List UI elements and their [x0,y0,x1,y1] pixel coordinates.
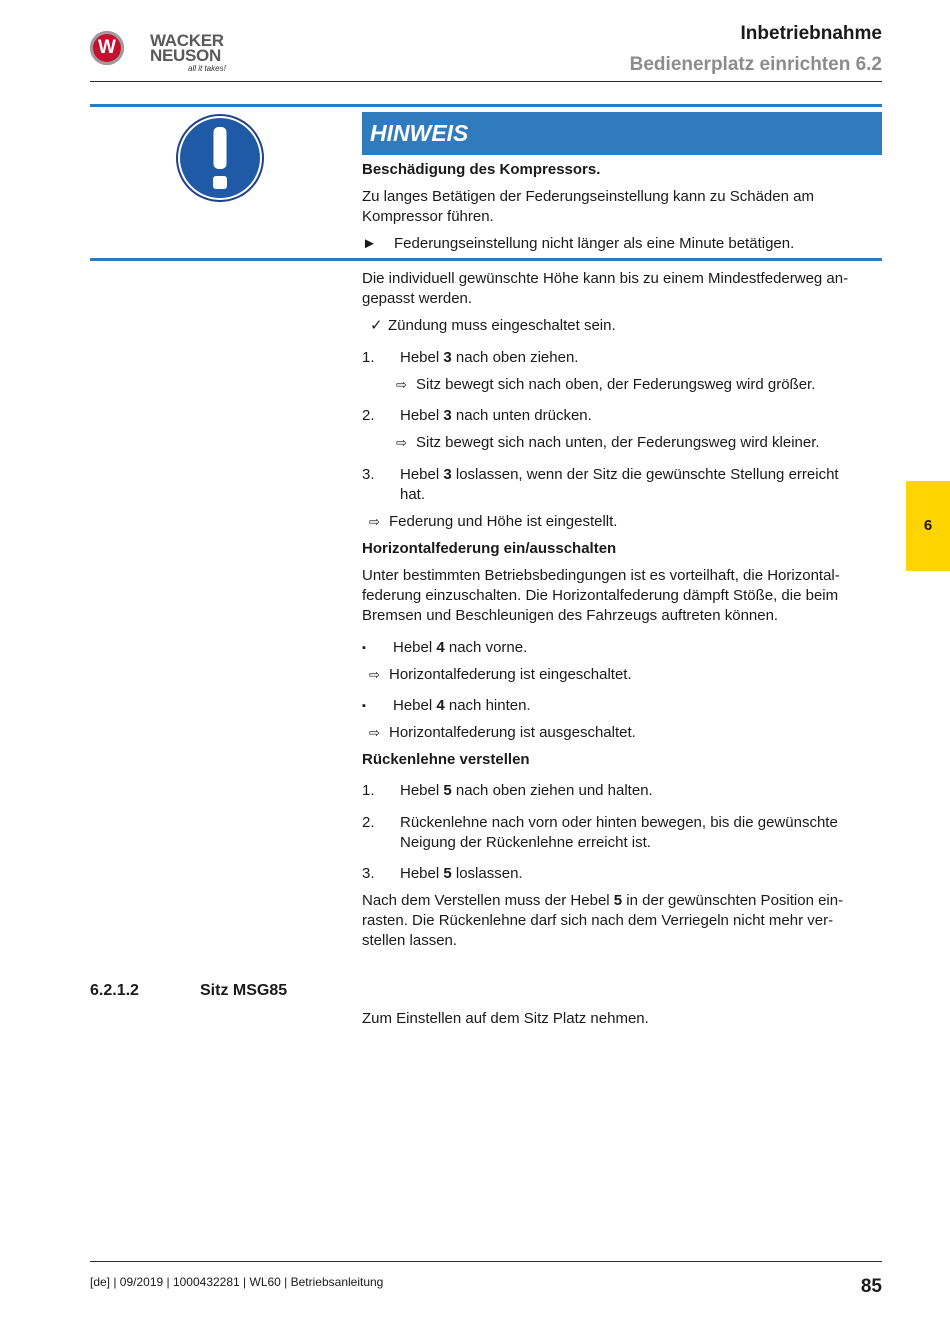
brand-tagline: all it takes! [188,64,226,73]
result-arrow-icon: ⇨ [396,377,407,392]
chapter-title: Inbetriebnahme [740,23,882,44]
action-arrow-icon: ► [362,235,377,252]
footer-info: [de] | 09/2019 | 1000432281 | WL60 | Betriebsanleitung [90,1275,384,1289]
section-number: 6.2.1.2 [90,982,139,999]
step-number: 1. [362,782,375,799]
step-number: 1. [362,349,375,366]
horizontal-text-line-2: federung einzuschalten. Die Horizontalfederung dämpft Stöße, die beim [362,587,839,604]
step-text: Hebel 5 loslassen. [400,865,523,882]
step-text: Hebel 5 nach oben ziehen und halten. [400,782,653,799]
subheading-backrest: Rückenlehne verstellen [362,751,530,768]
checkmark-icon: ✓ [370,317,383,334]
wacker-neuson-logo-icon: W [90,31,124,65]
notice-text-line-1: Zu langes Betätigen der Federungseinstellung kann zu Schäden am [362,188,814,205]
bullet-icon: ▪ [362,700,366,712]
horizontal-text-line-1: Unter bestimmten Betriebsbedingungen ist es vorteilhaft, die Horizontal- [362,567,840,584]
notice-top-rule [90,104,882,107]
after-text-line-1: Nach dem Verstellen muss der Hebel 5 in der gewünschten Position ein- [362,892,844,909]
subheading-horizontal: Horizontalfederung ein/ausschalten [362,540,617,557]
step-result: Sitz bewegt sich nach oben, der Federungsweg wird größer. [416,376,816,393]
notice-action: Federungseinstellung nicht länger als eine Minute betätigen. [394,235,795,252]
step-number: 2. [362,407,375,424]
final-result: Federung und Höhe ist eingestellt. [389,513,618,530]
page-number: 85 [860,1276,882,1297]
step-number: 3. [362,865,375,882]
bullet-result: Horizontalfederung ist ausgeschaltet. [389,724,636,741]
exclamation-mandatory-icon [175,113,265,203]
result-arrow-icon: ⇨ [369,725,380,740]
section-text: Zum Einstellen auf dem Sitz Platz nehmen. [362,1010,649,1027]
bullet-text: Hebel 4 nach hinten. [393,697,531,714]
precondition-text: Zündung muss eingeschaltet sein. [388,317,616,334]
chapter-tab: 6 [906,481,950,571]
result-arrow-icon: ⇨ [369,514,380,529]
result-arrow-icon: ⇨ [396,435,407,450]
bullet-result: Horizontalfederung ist eingeschaltet. [389,666,632,683]
notice-label: HINWEIS [362,112,882,155]
section-subtitle: Bedienerplatz einrichten 6.2 [629,54,882,75]
intro-line-1: Die individuell gewünschte Höhe kann bis zu einem Mindestfederweg an- [362,270,849,287]
after-text-line-2: rasten. Die Rückenlehne darf sich nach dem Verriegeln nicht mehr ver- [362,912,834,929]
step-text: Hebel 3 nach unten drücken. [400,407,592,424]
step-result: Sitz bewegt sich nach unten, der Federungsweg wird kleiner. [416,434,820,451]
step-number: 3. [362,466,375,483]
horizontal-text-line-3: Bremsen und Beschleunigen des Fahrzeugs auftreten können. [362,607,779,624]
header-divider [90,81,882,82]
bullet-icon: ▪ [362,642,366,654]
step-text-continuation: hat. [400,486,426,503]
intro-line-2: gepasst werden. [362,290,473,307]
section-title: Sitz MSG85 [200,982,288,999]
notice-text-line-2: Kompressor führen. [362,208,494,225]
result-arrow-icon: ⇨ [369,667,380,682]
step-text: Hebel 3 loslassen, wenn der Sitz die gewünschte Stellung erreicht [400,466,839,483]
step-text: Rückenlehne nach vorn oder hinten bewegen, bis die gewünschte [400,814,838,831]
step-text: Hebel 3 nach oben ziehen. [400,349,579,366]
bullet-text: Hebel 4 nach vorne. [393,639,528,656]
step-text-continuation: Neigung der Rückenlehne erreicht ist. [400,834,651,851]
notice-bottom-rule [90,258,882,261]
brand-line-2: NEUSON [150,46,221,65]
brand-line-1: WACKER [150,31,224,50]
step-number: 2. [362,814,375,831]
after-text-line-3: stellen lassen. [362,932,458,949]
footer-divider [90,1261,882,1262]
brand-name [150,33,224,63]
notice-heading: Beschädigung des Kompressors. [362,161,601,178]
